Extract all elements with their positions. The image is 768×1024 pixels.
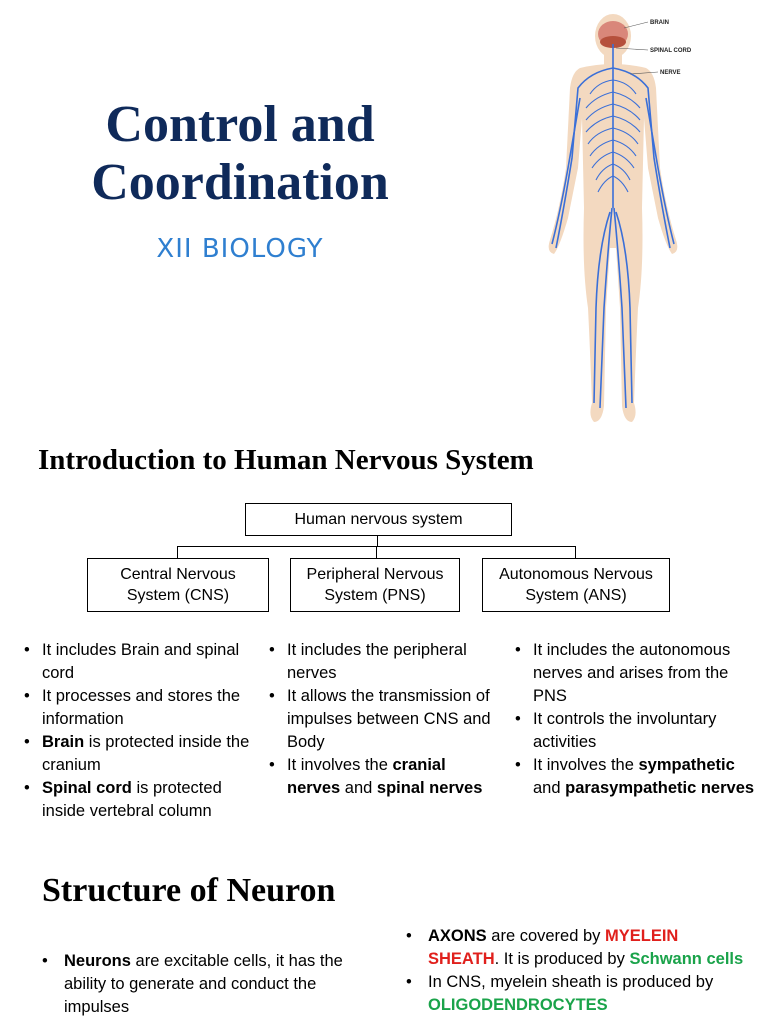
cns-bullets: [24, 639, 260, 823]
ans-label-2: System (ANS): [525, 587, 627, 604]
list-item: • In CNS, myelein sheath is produced by OLIGODENDROCYTES: [406, 971, 746, 1017]
list-item: • It includes the peripheral nerves: [269, 639, 491, 685]
slide-title: [40, 96, 440, 212]
pns-bullets: [269, 639, 491, 800]
neuron-right-bullets: [406, 925, 746, 1017]
section-title-nervous-system: Introduction to Human Nervous System: [38, 444, 534, 476]
pns-label-2: System (PNS): [324, 587, 426, 604]
slide-subtitle: XII BIOLOGY: [156, 234, 324, 264]
connector-ans: [575, 546, 576, 558]
brain-label: BRAIN: [650, 20, 669, 26]
title-line-2: Coordination: [91, 154, 389, 211]
connector-pns: [376, 546, 377, 558]
list-item: • Neurons are excitable cells, it has the ability to generate and conduct the impulses: [42, 950, 372, 1019]
pns-box: [290, 558, 460, 612]
list-item: • It includes the autonomous nerves and arises from the PNS: [515, 639, 755, 708]
connector-cns: [177, 546, 178, 558]
list-item: • Brain is protected inside the cranium: [24, 731, 260, 777]
nervous-system-illustration: [520, 8, 760, 428]
ans-box: [482, 558, 670, 612]
title-line-1: Control and: [105, 96, 375, 153]
neuron-left-bullets: [42, 950, 372, 1019]
list-item: • It includes Brain and spinal cord: [24, 639, 260, 685]
pns-label-1: Peripheral Nervous: [306, 566, 444, 583]
spinal-cord-label: SPINAL CORD: [650, 48, 692, 54]
list-item: • It involves the sympathetic and parasympathetic nerves: [515, 754, 755, 800]
list-item: • It involves the cranial nerves and spinal nerves: [269, 754, 491, 800]
ans-label-1: Autonomous Nervous: [499, 566, 653, 583]
section-title-neuron: Structure of Neuron: [42, 872, 336, 909]
cns-label-1: Central Nervous: [120, 566, 236, 583]
cns-box: [87, 558, 269, 612]
root-box-human-nervous-system: [245, 503, 512, 536]
root-box-label: Human nervous system: [294, 511, 463, 528]
nerve-label: NERVE: [660, 70, 681, 76]
list-item: • Spinal cord is protected inside vertebral column: [24, 777, 260, 823]
list-item: • It allows the transmission of impulses between CNS and Body: [269, 685, 491, 754]
ans-bullets: [515, 639, 755, 800]
cns-label-2: System (CNS): [126, 587, 230, 604]
list-item: • It controls the involuntary activities: [515, 708, 755, 754]
list-item: • It processes and stores the information: [24, 685, 260, 731]
list-item: • AXONS are covered by MYELEIN SHEATH. It is produced by Schwann cells: [406, 925, 746, 971]
